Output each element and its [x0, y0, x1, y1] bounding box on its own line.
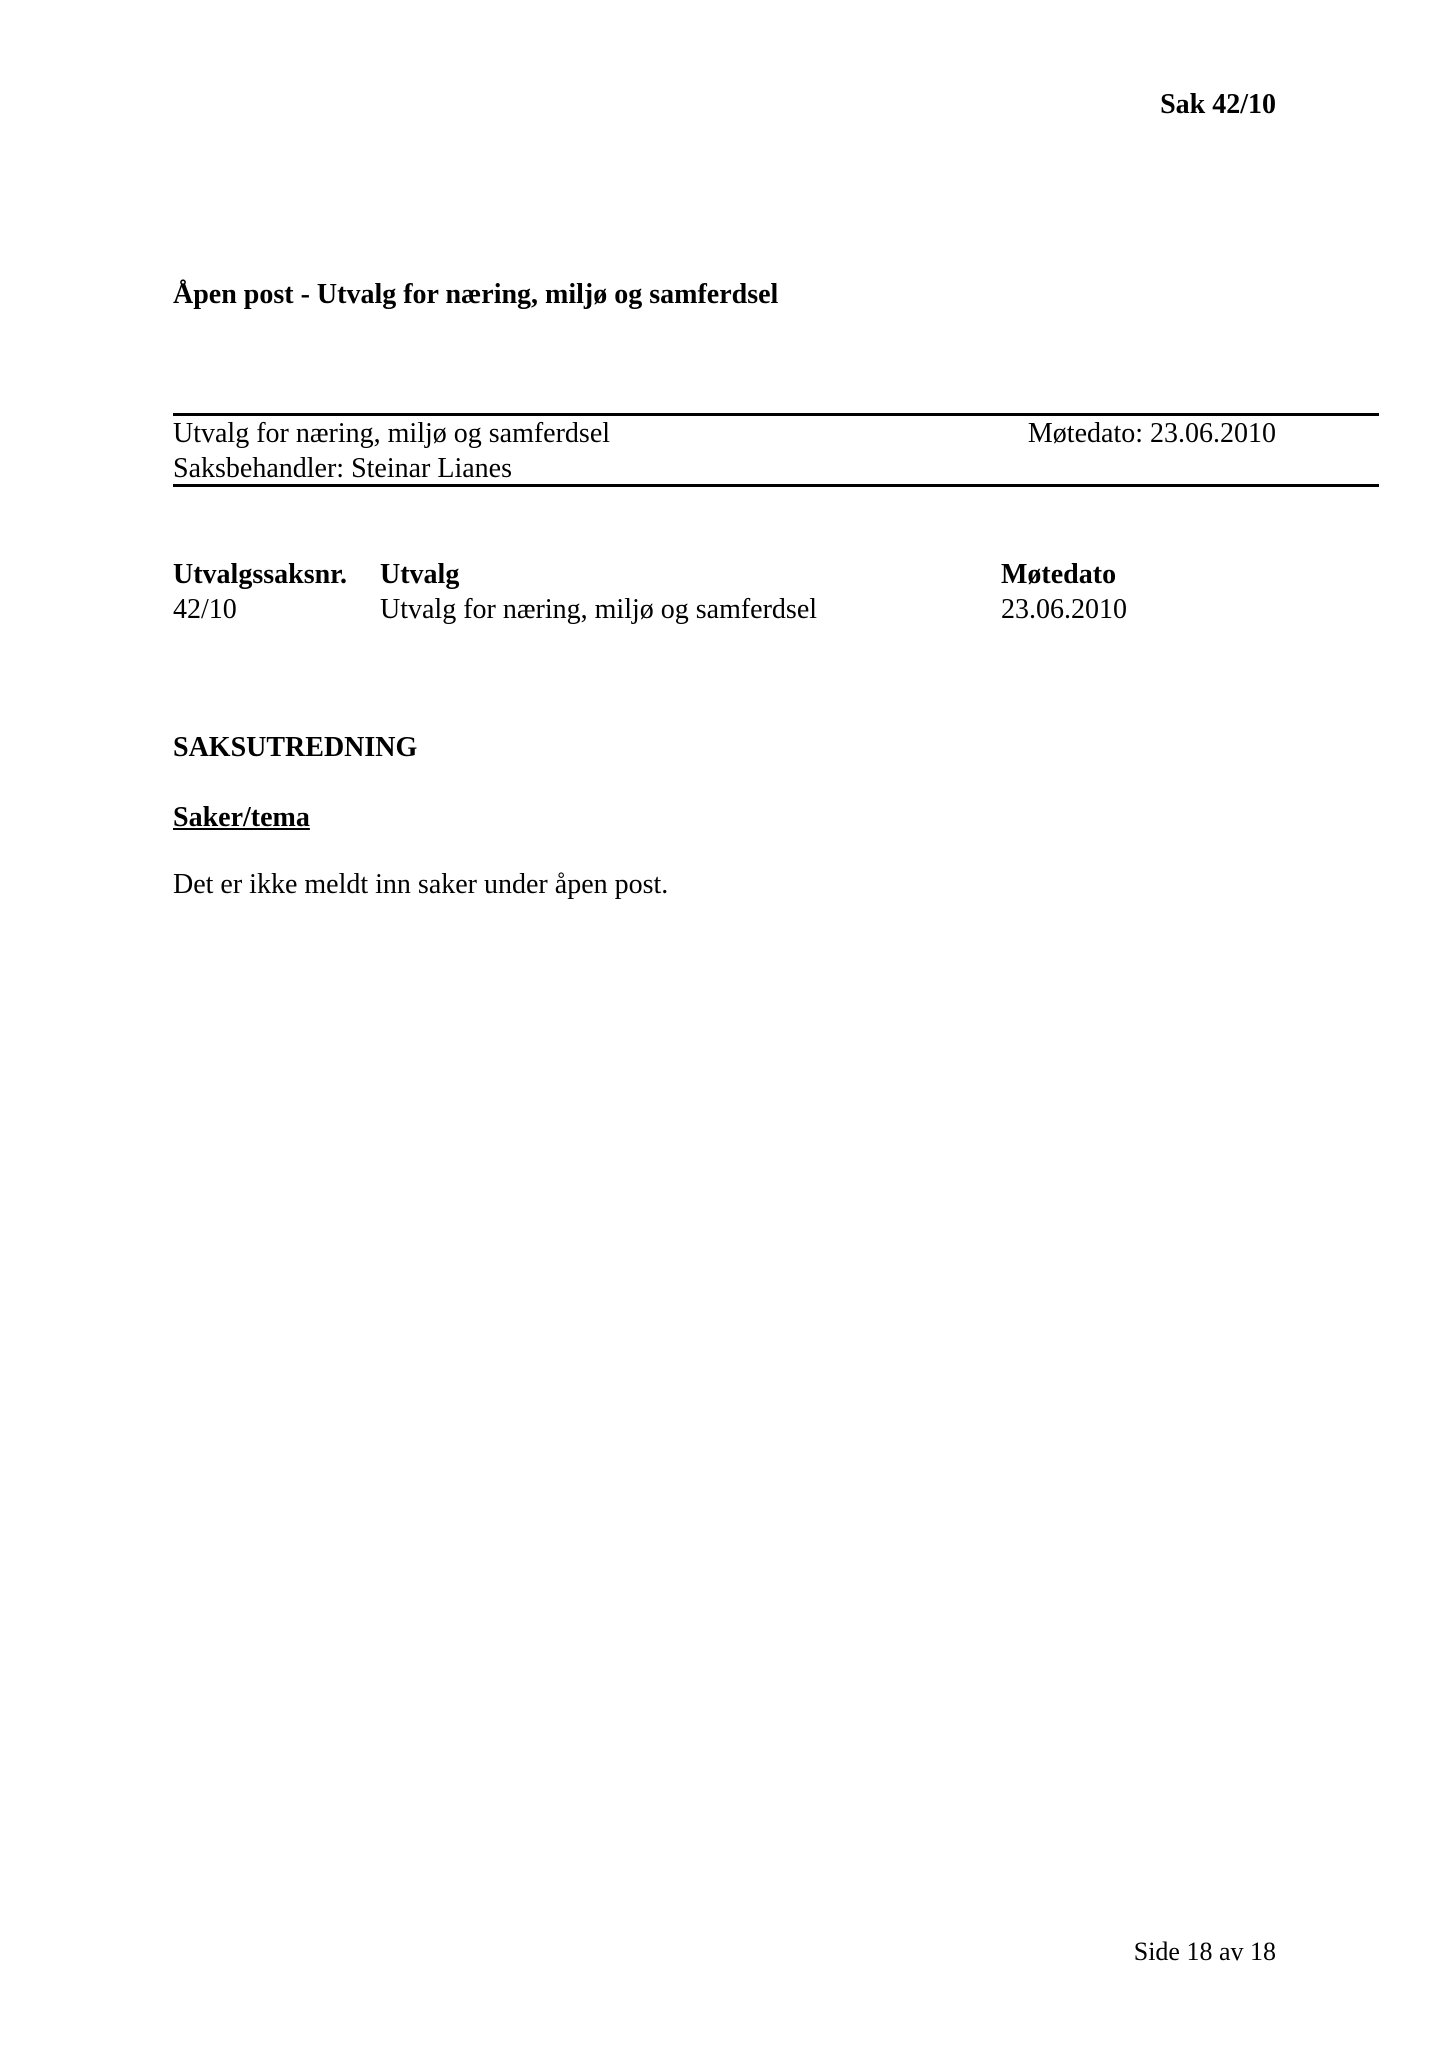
top-rule	[173, 413, 1379, 416]
table-header-meeting-date: Møtedato	[1001, 559, 1117, 590]
case-officer: Saksbehandler: Steinar Lianes	[173, 453, 513, 484]
table-cell-case-number: 42/10	[173, 594, 237, 625]
document-title: Åpen post - Utvalg for næring, miljø og samferdsel	[173, 279, 779, 310]
committee-name: Utvalg for næring, miljø og samferdsel	[173, 418, 611, 449]
table-header-case-number: Utvalgssaksnr.	[173, 559, 348, 590]
case-reference: Sak 42/10	[1160, 89, 1276, 120]
bottom-rule	[173, 484, 1379, 487]
table-cell-committee: Utvalg for næring, miljø og samferdsel	[380, 594, 818, 625]
meeting-date: Møtedato: 23.06.2010	[1027, 418, 1276, 449]
section-heading: SAKSUTREDNING	[173, 732, 418, 763]
page-number: Side 18 av 18	[1133, 1937, 1276, 1966]
section-body: Det er ikke meldt inn saker under åpen post.	[173, 869, 669, 900]
section-subheading: Saker/tema	[173, 802, 310, 833]
table-header-committee: Utvalg	[380, 559, 460, 590]
table-cell-meeting-date: 23.06.2010	[1001, 594, 1127, 625]
